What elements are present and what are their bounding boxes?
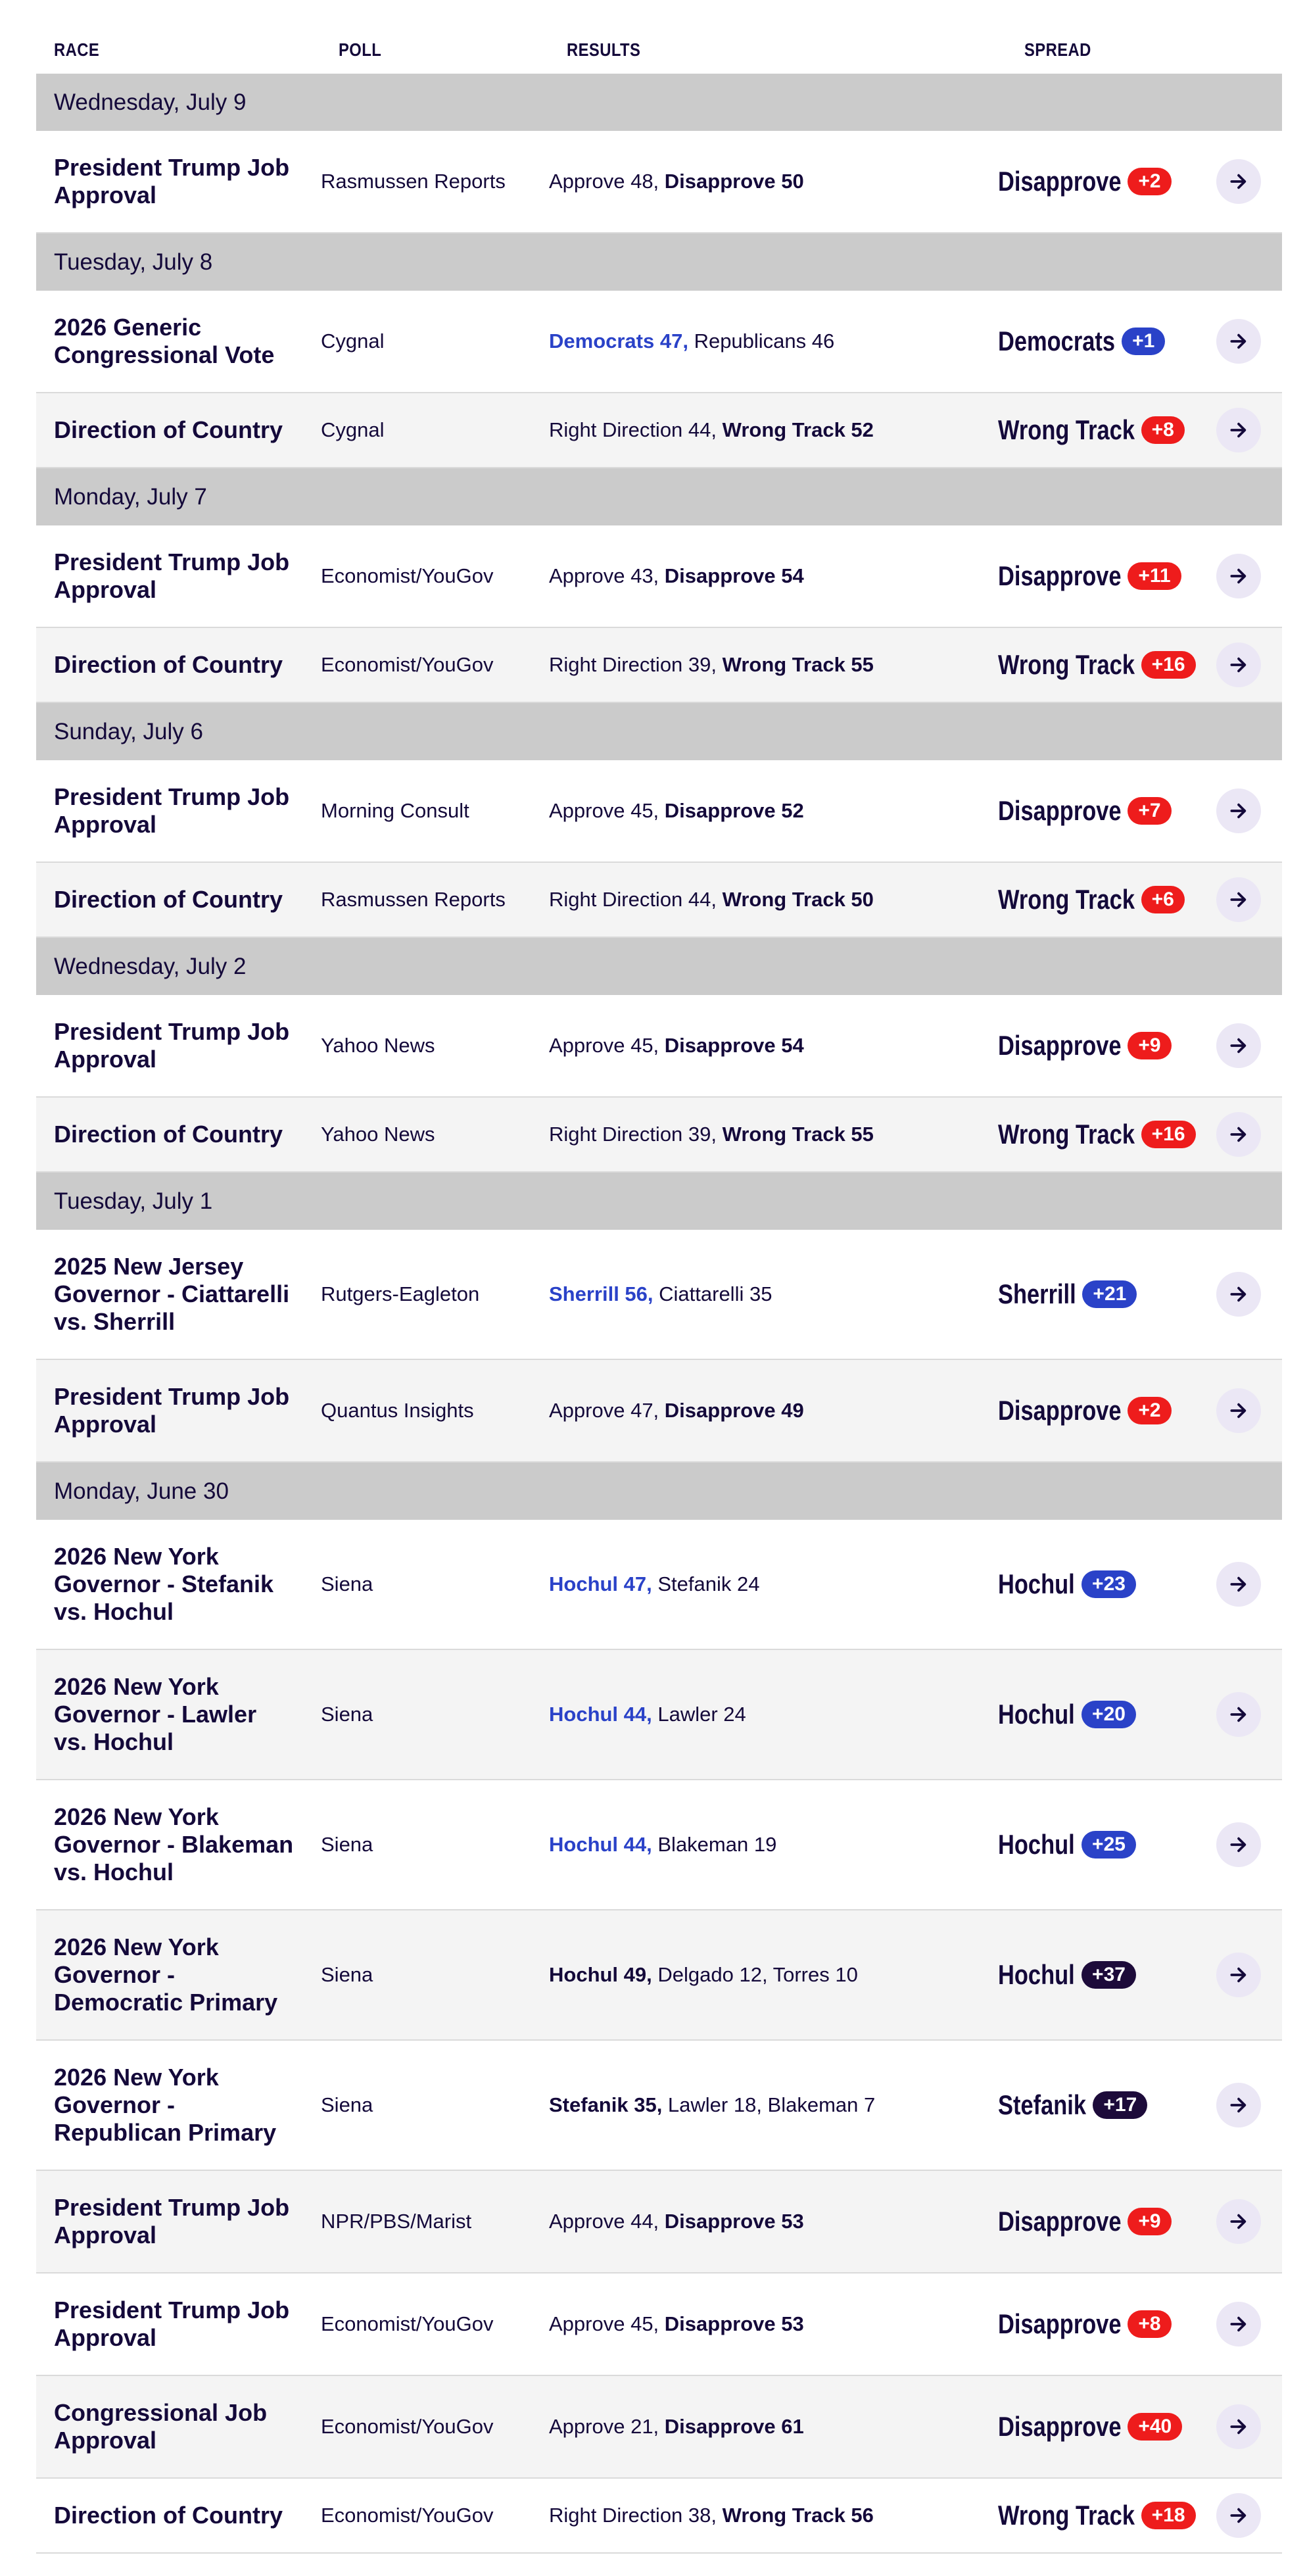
spread-badge: +18	[1141, 2502, 1196, 2529]
spread-leader: Wrong Track	[998, 414, 1135, 445]
race-name[interactable]: Direction of Country	[54, 416, 283, 443]
poll-results	[549, 2504, 998, 2527]
open-poll-button[interactable]	[1216, 159, 1261, 204]
result-segment: Approve 45,	[549, 2312, 665, 2335]
result-segment: Approve 48,	[549, 170, 665, 193]
spread-cell	[998, 2089, 1228, 2121]
open-poll-button[interactable]	[1216, 2404, 1261, 2449]
result-segment: Hochul 44,	[549, 1703, 658, 1726]
race-name[interactable]: President Trump Job Approval	[54, 2297, 290, 2351]
spread-badge: +16	[1141, 651, 1196, 679]
result-segment: Approve 47,	[549, 1399, 665, 1422]
race-name[interactable]: 2026 New York Governor - Stefanik vs. Hochul	[54, 1543, 274, 1625]
open-poll-button[interactable]	[1216, 2302, 1261, 2346]
table-row[interactable]	[36, 628, 1282, 703]
pollster-name[interactable]: Rutgers-Eagleton	[321, 1282, 480, 1305]
arrow-right-icon	[1228, 331, 1249, 352]
date-group-header: Tuesday, July 8	[36, 233, 1282, 291]
arrow-right-icon	[1228, 1704, 1249, 1725]
result-segment: Approve 44,	[549, 2210, 665, 2233]
table-row[interactable]	[36, 995, 1282, 1098]
open-poll-button[interactable]	[1216, 2199, 1261, 2244]
race-name[interactable]: 2026 New York Governor - Republican Primary	[54, 2064, 277, 2146]
poll-results	[549, 564, 998, 588]
table-header	[36, 0, 1282, 74]
open-poll-button[interactable]	[1216, 1562, 1261, 1607]
spread-badge: +1	[1122, 328, 1165, 355]
pollster-name[interactable]: Rasmussen Reports	[321, 888, 506, 911]
result-segment: Right Direction 44,	[549, 418, 723, 441]
pollster-name[interactable]: Cygnal	[321, 418, 385, 441]
result-segment: Approve 43,	[549, 564, 665, 587]
result-segment: Approve 21,	[549, 2415, 665, 2438]
result-segment: Republicans 46	[694, 329, 835, 352]
result-segment: Wrong Track 52	[722, 418, 874, 441]
table-row[interactable]	[36, 2479, 1282, 2554]
result-segment: Ciattarelli 35	[659, 1282, 772, 1305]
result-segment: Approve 45,	[549, 799, 665, 822]
result-segment: Lawler 24	[657, 1703, 746, 1726]
arrow-right-icon	[1228, 420, 1249, 441]
poll-results	[549, 799, 998, 823]
poll-results	[549, 2312, 998, 2336]
date-group-header: Monday, June 30	[36, 1463, 1282, 1520]
date-group-header: Wednesday, July 9	[36, 74, 1282, 131]
spread-badge: +16	[1141, 1121, 1196, 1148]
spread-cell	[998, 414, 1228, 446]
spread-cell	[998, 560, 1228, 592]
table-row[interactable]	[36, 393, 1282, 468]
spread-badge: +21	[1082, 1280, 1137, 1308]
pollster-name[interactable]: NPR/PBS/Marist	[321, 2210, 472, 2233]
open-poll-button[interactable]	[1216, 319, 1261, 364]
date-group-header: Wednesday, July 2	[36, 938, 1282, 995]
result-segment: Hochul 47,	[549, 1572, 658, 1595]
pollster-name[interactable]: Morning Consult	[321, 799, 469, 822]
spread-badge: +11	[1128, 562, 1181, 590]
poll-results	[549, 1572, 998, 1596]
race-name[interactable]: Direction of Country	[54, 2502, 283, 2529]
pollster-name[interactable]: Quantus Insights	[321, 1399, 474, 1422]
arrow-right-icon	[1228, 2095, 1249, 2116]
poll-results	[549, 2093, 998, 2117]
spread-cell	[998, 1699, 1228, 1730]
race-name[interactable]: 2025 New Jersey Governor - Ciattarelli vs. Sherrill	[54, 1253, 290, 1335]
spread-badge: +23	[1081, 1570, 1136, 1598]
spread-badge: +17	[1093, 2091, 1147, 2119]
poll-results	[549, 2415, 998, 2439]
table-row[interactable]	[36, 1520, 1282, 1650]
result-segment: Disapprove 53	[664, 2210, 804, 2233]
spread-leader: Hochul	[998, 1959, 1075, 1990]
spread-leader: Wrong Track	[998, 884, 1135, 915]
table-row[interactable]	[36, 291, 1282, 393]
race-name[interactable]: Direction of Country	[54, 1121, 283, 1148]
arrow-right-icon	[1228, 654, 1249, 675]
table-row[interactable]	[36, 1650, 1282, 1780]
result-segment: Disapprove 61	[664, 2415, 804, 2438]
race-name[interactable]: Congressional Job Approval	[54, 2399, 268, 2454]
result-segment: Democrats 47,	[549, 329, 694, 352]
spread-badge: +25	[1081, 1831, 1136, 1859]
arrow-right-icon	[1228, 2211, 1249, 2232]
arrow-right-icon	[1228, 2416, 1249, 2437]
result-segment: Sherrill 56,	[549, 1282, 659, 1305]
race-name[interactable]: Direction of Country	[54, 651, 283, 678]
spread-badge: +20	[1081, 1701, 1136, 1728]
spread-leader: Hochul	[998, 1829, 1075, 1860]
spread-leader: Hochul	[998, 1568, 1075, 1599]
arrow-right-icon	[1228, 1834, 1249, 1855]
result-segment: Disapprove 53	[664, 2312, 804, 2335]
result-segment: Wrong Track 56	[722, 2504, 874, 2527]
poll-results	[549, 2210, 998, 2233]
result-segment: Disapprove 54	[664, 564, 804, 587]
header-race: RACE	[54, 39, 100, 60]
open-poll-button[interactable]	[1216, 1272, 1261, 1317]
spread-badge: +40	[1128, 2413, 1182, 2441]
pollster-name[interactable]: Siena	[321, 2093, 373, 2116]
result-segment: Right Direction 38,	[549, 2504, 723, 2527]
race-name[interactable]: 2026 New York Governor - Democratic Primary	[54, 1933, 278, 2016]
spread-leader: Stefanik	[998, 2089, 1086, 2120]
pollster-name[interactable]: Yahoo News	[321, 1123, 435, 1146]
spread-cell	[998, 1119, 1228, 1150]
spread-cell	[998, 649, 1228, 681]
date-group-header: Sunday, July 6	[36, 703, 1282, 760]
open-poll-button[interactable]	[1216, 1388, 1261, 1433]
poll-results	[549, 329, 998, 353]
result-segment: Lawler 18, Blakeman 7	[667, 2093, 876, 2116]
result-segment: Disapprove 54	[664, 1034, 804, 1057]
arrow-right-icon	[1228, 2314, 1249, 2335]
spread-leader: Disapprove	[998, 166, 1122, 197]
poll-results	[549, 1282, 998, 1306]
arrow-right-icon	[1228, 1964, 1249, 1985]
open-poll-button[interactable]	[1216, 877, 1261, 922]
table-row[interactable]	[36, 2171, 1282, 2273]
table-row[interactable]	[36, 1360, 1282, 1463]
spread-badge: +37	[1081, 1961, 1136, 1989]
spread-cell	[998, 795, 1228, 827]
race-name[interactable]: President Trump Job Approval	[54, 2194, 290, 2248]
poll-results	[549, 1833, 998, 1857]
date-group-header: Tuesday, July 1	[36, 1173, 1282, 1230]
result-segment: Hochul 49,	[549, 1963, 658, 1986]
result-segment: Right Direction 39,	[549, 653, 723, 676]
spread-cell	[998, 1568, 1228, 1600]
poll-results	[549, 1703, 998, 1726]
race-name[interactable]: 2026 New York Governor - Blakeman vs. Hochul	[54, 1803, 294, 1885]
arrow-right-icon	[1228, 1035, 1249, 1056]
pollster-name[interactable]: Siena	[321, 1833, 373, 1856]
spread-badge: +9	[1128, 1032, 1171, 1059]
spread-leader: Wrong Track	[998, 649, 1135, 680]
pollster-name[interactable]: Economist/YouGov	[321, 2415, 494, 2438]
table-row[interactable]	[36, 2041, 1282, 2171]
result-segment: Right Direction 44,	[549, 888, 723, 911]
poll-results	[549, 170, 998, 193]
pollster-name[interactable]: Economist/YouGov	[321, 2312, 494, 2335]
spread-leader: Disapprove	[998, 795, 1122, 826]
open-poll-button[interactable]	[1216, 789, 1261, 833]
result-segment: Wrong Track 55	[722, 1123, 874, 1146]
spread-badge: +6	[1141, 886, 1185, 913]
spread-cell	[998, 1829, 1228, 1860]
open-poll-button[interactable]	[1216, 1953, 1261, 1997]
race-name[interactable]: President Trump Job Approval	[54, 783, 290, 838]
spread-leader: Disapprove	[998, 1030, 1122, 1061]
spread-cell	[998, 2500, 1228, 2531]
spread-leader: Disapprove	[998, 560, 1122, 591]
arrow-right-icon	[1228, 1400, 1249, 1421]
open-poll-button[interactable]	[1216, 554, 1261, 598]
open-poll-button[interactable]	[1216, 1112, 1261, 1157]
pollster-name[interactable]: Economist/YouGov	[321, 2504, 494, 2527]
poll-results	[549, 1123, 998, 1146]
spread-cell	[998, 884, 1228, 915]
pollster-name[interactable]: Cygnal	[321, 329, 385, 352]
pollster-name[interactable]: Siena	[321, 1572, 373, 1595]
table-row[interactable]	[36, 2273, 1282, 2376]
spread-badge: +8	[1128, 2310, 1171, 2338]
spread-cell	[998, 166, 1228, 197]
spread-badge: +8	[1141, 416, 1185, 444]
arrow-right-icon	[1228, 2505, 1249, 2526]
table-row[interactable]	[36, 1098, 1282, 1173]
open-poll-button[interactable]	[1216, 2083, 1261, 2127]
header-poll: POLL	[339, 39, 382, 60]
spread-leader: Sherrill	[998, 1278, 1076, 1309]
poll-results	[549, 418, 998, 442]
spread-badge: +9	[1128, 2208, 1171, 2235]
poll-results	[549, 1963, 998, 1987]
race-name[interactable]: President Trump Job Approval	[54, 154, 290, 208]
pollster-name[interactable]: Rasmussen Reports	[321, 170, 506, 193]
result-segment: Stefanik 24	[657, 1572, 760, 1595]
table-row[interactable]	[36, 1910, 1282, 2041]
spread-leader: Wrong Track	[998, 1119, 1135, 1150]
pollster-name[interactable]: Economist/YouGov	[321, 564, 494, 587]
spread-cell	[998, 1395, 1228, 1426]
table-body	[36, 74, 1282, 2554]
spread-cell	[998, 2411, 1228, 2442]
result-segment: Stefanik 35,	[549, 2093, 668, 2116]
spread-leader: Disapprove	[998, 2206, 1122, 2237]
spread-cell	[998, 2308, 1228, 2340]
result-segment: Right Direction 39,	[549, 1123, 723, 1146]
poll-results	[549, 888, 998, 911]
table-row[interactable]	[36, 760, 1282, 863]
arrow-right-icon	[1228, 1284, 1249, 1305]
arrow-right-icon	[1228, 566, 1249, 587]
spread-cell	[998, 1278, 1228, 1310]
open-poll-button[interactable]	[1216, 2493, 1261, 2538]
polls-table	[36, 0, 1282, 2554]
spread-leader: Wrong Track	[998, 2500, 1135, 2531]
header-spread: SPREAD	[1024, 39, 1091, 60]
race-name[interactable]: President Trump Job Approval	[54, 1383, 290, 1438]
table-row[interactable]	[36, 1780, 1282, 1910]
table-row[interactable]	[36, 131, 1282, 233]
spread-cell	[998, 1030, 1228, 1061]
open-poll-button[interactable]	[1216, 643, 1261, 687]
pollster-name[interactable]: Siena	[321, 1963, 373, 1986]
table-row[interactable]	[36, 525, 1282, 628]
arrow-right-icon	[1228, 1124, 1249, 1145]
pollster-name[interactable]: Yahoo News	[321, 1034, 435, 1057]
result-segment: Disapprove 49	[664, 1399, 804, 1422]
open-poll-button[interactable]	[1216, 408, 1261, 452]
open-poll-button[interactable]	[1216, 1023, 1261, 1068]
race-name[interactable]: Direction of Country	[54, 886, 283, 913]
date-group-header: Monday, July 7	[36, 468, 1282, 525]
arrow-right-icon	[1228, 1574, 1249, 1595]
spread-leader: Hochul	[998, 1699, 1075, 1730]
pollster-name[interactable]: Economist/YouGov	[321, 653, 494, 676]
arrow-right-icon	[1228, 171, 1249, 192]
spread-leader: Democrats	[998, 326, 1116, 356]
race-name[interactable]: President Trump Job Approval	[54, 1018, 290, 1073]
pollster-name[interactable]: Siena	[321, 1703, 373, 1726]
spread-leader: Disapprove	[998, 1395, 1122, 1426]
poll-results	[549, 1034, 998, 1057]
header-results: RESULTS	[567, 39, 641, 60]
open-poll-button[interactable]	[1216, 1822, 1261, 1867]
open-poll-button[interactable]	[1216, 1692, 1261, 1737]
result-segment: Blakeman 19	[657, 1833, 777, 1856]
arrow-right-icon	[1228, 800, 1249, 821]
table-row[interactable]	[36, 2376, 1282, 2479]
race-name[interactable]: President Trump Job Approval	[54, 548, 290, 603]
table-row[interactable]	[36, 1230, 1282, 1360]
result-segment: Delgado 12, Torres 10	[657, 1963, 858, 1986]
spread-badge: +7	[1128, 797, 1171, 825]
race-name[interactable]: 2026 New York Governor - Lawler vs. Hochul	[54, 1673, 257, 1755]
result-segment: Wrong Track 50	[722, 888, 874, 911]
poll-results	[549, 1399, 998, 1422]
table-row[interactable]	[36, 863, 1282, 938]
spread-cell	[998, 2206, 1228, 2237]
result-segment: Disapprove 52	[664, 799, 804, 822]
spread-cell	[998, 1959, 1228, 1991]
spread-leader: Disapprove	[998, 2411, 1122, 2442]
result-segment: Hochul 44,	[549, 1833, 658, 1856]
spread-badge: +2	[1128, 168, 1171, 195]
spread-cell	[998, 326, 1228, 357]
race-name[interactable]: 2026 Generic Congressional Vote	[54, 314, 275, 368]
result-segment: Wrong Track 55	[722, 653, 874, 676]
result-segment: Disapprove 50	[664, 170, 804, 193]
spread-badge: +2	[1128, 1397, 1171, 1424]
spread-leader: Disapprove	[998, 2308, 1122, 2339]
poll-results	[549, 653, 998, 677]
arrow-right-icon	[1228, 889, 1249, 910]
result-segment: Approve 45,	[549, 1034, 665, 1057]
